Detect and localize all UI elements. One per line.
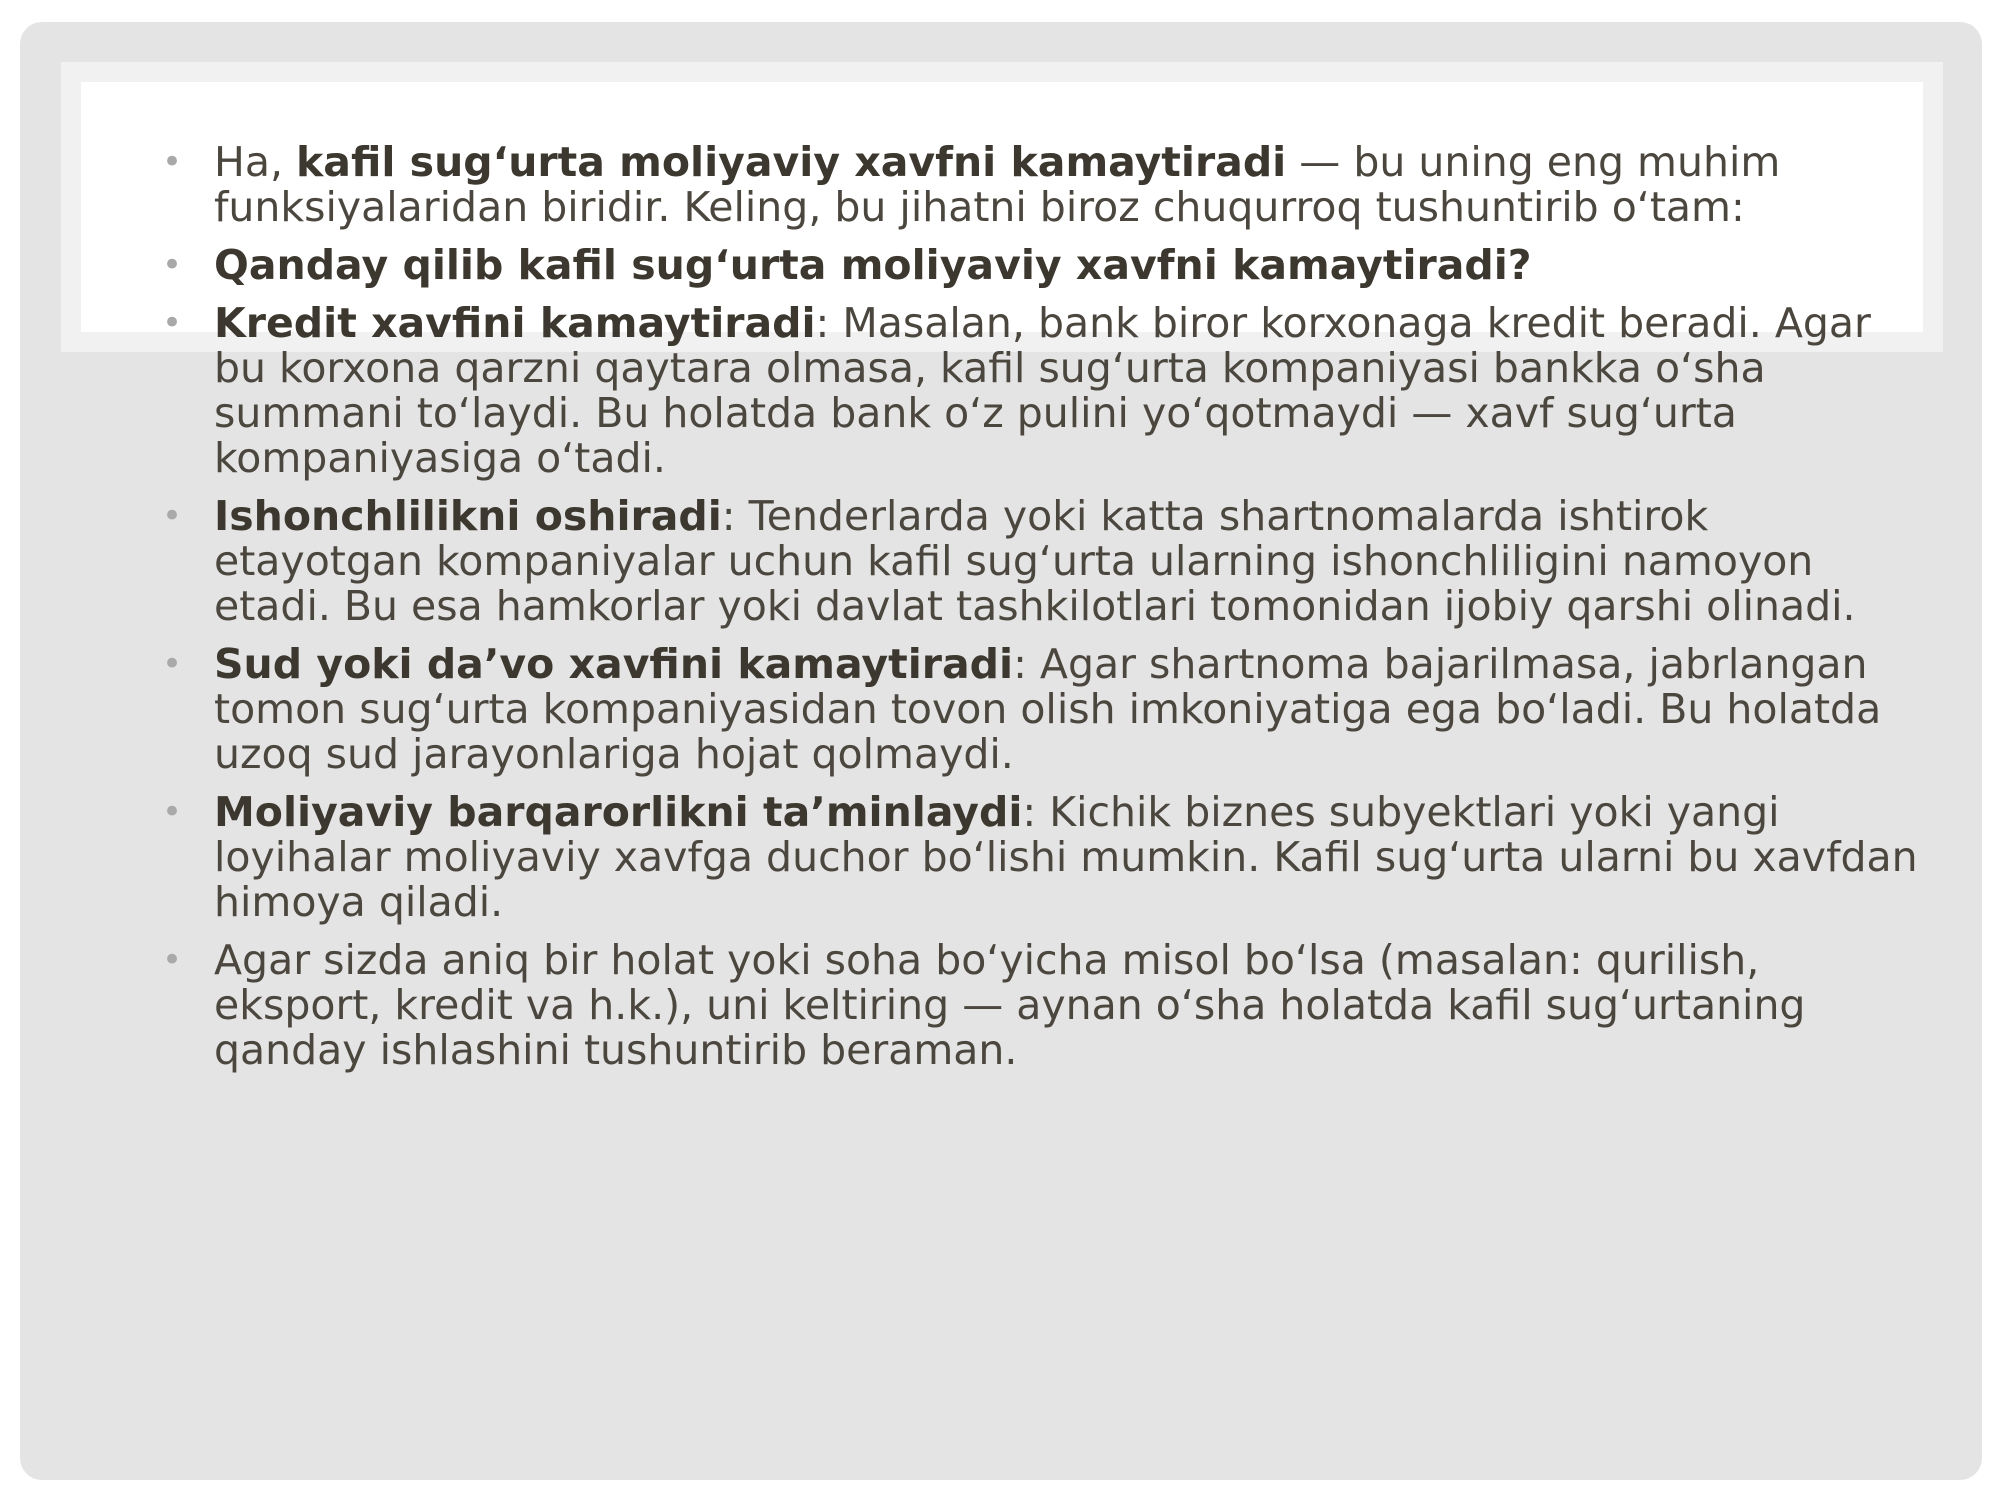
- bullet-item: [160, 938, 1920, 1073]
- bullet-item: [160, 301, 1920, 481]
- bullet-text-rest: : Tenderlarda yoki katta shartnomalarda ishtirok etayotgan kompaniyalar uchun kafil sug‘urta ularning ishonchliligini namoyon etadi. Bu esa hamkorlar yoki davlat tashkilotlari tomonidan ijobiy qarshi olinadi.: [214, 492, 1856, 630]
- slide: [20, 22, 1982, 1480]
- bullet-dot-icon: •: [162, 644, 183, 684]
- bullet-text-rest: : Agar shartnoma bajarilmasa, jabrlangan tomon sug‘urta kompaniyasidan tovon olish imkoniyatiga ega bo‘ladi. Bu holatda uzoq sud jarayonlariga hojat qolmaydi.: [214, 640, 1882, 778]
- bullet-text-bold: Ishonchlilikni oshiradi: [214, 492, 722, 540]
- bullet-dot-icon: •: [162, 940, 183, 980]
- bullet-item: [160, 642, 1920, 777]
- bullet-item: [160, 494, 1920, 629]
- bullet-text-rest: — bu uning eng muhim funksiyalaridan biridir. Keling, bu jihatni biroz chuqurroq tushuntirib o‘tam:: [214, 138, 1781, 231]
- bullet-dot-icon: •: [162, 245, 183, 285]
- bullet-text-rest: : Masalan, bank biror korxonaga kredit beradi. Agar bu korxona qarzni qaytara olmasa, kafil sug‘urta kompaniyasi bankka o‘sha summani to‘laydi. Bu holatda bank o‘z pulini yo‘qotmaydi — xavf sug‘urta kompaniyasiga o‘tadi.: [214, 299, 1871, 482]
- bullet-dot-icon: •: [162, 142, 183, 182]
- bullet-text-bold: kafil sug‘urta moliyaviy xavfni kamaytiradi: [296, 138, 1287, 186]
- bullet-text-plain: Agar sizda aniq bir holat yoki soha bo‘yicha misol bo‘lsa (masalan: qurilish, eksport, kredit va h.k.), uni keltiring — aynan o‘sha holatda kafil sug‘urtaning qanday ishlashini tushuntirib beraman.: [214, 936, 1806, 1074]
- bullet-text-bold: Kredit xavfini kamaytiradi: [214, 299, 816, 347]
- bullet-text-bold: Moliyaviy barqarorlikni ta’minlaydi: [214, 788, 1023, 836]
- bullet-dot-icon: •: [162, 496, 183, 536]
- bullet-text-plain: Ha,: [214, 138, 297, 186]
- bullet-item: [160, 140, 1920, 230]
- bullet-item: [160, 243, 1920, 288]
- bullet-dot-icon: •: [162, 792, 183, 832]
- bullet-item: [160, 790, 1920, 925]
- bullet-text-bold: Qanday qilib kafil sug‘urta moliyaviy xavfni kamaytiradi?: [214, 241, 1532, 289]
- bullet-text-bold: Sud yoki da’vo xavfini kamaytiradi: [214, 640, 1014, 688]
- bullet-list: [160, 140, 1920, 1086]
- bullet-dot-icon: •: [162, 303, 183, 343]
- bullet-text-rest: : Kichik biznes subyektlari yoki yangi loyihalar moliyaviy xavfga duchor bo‘lishi mumkin. Kafil sug‘urta ularni bu xavfdan himoya qiladi.: [214, 788, 1918, 926]
